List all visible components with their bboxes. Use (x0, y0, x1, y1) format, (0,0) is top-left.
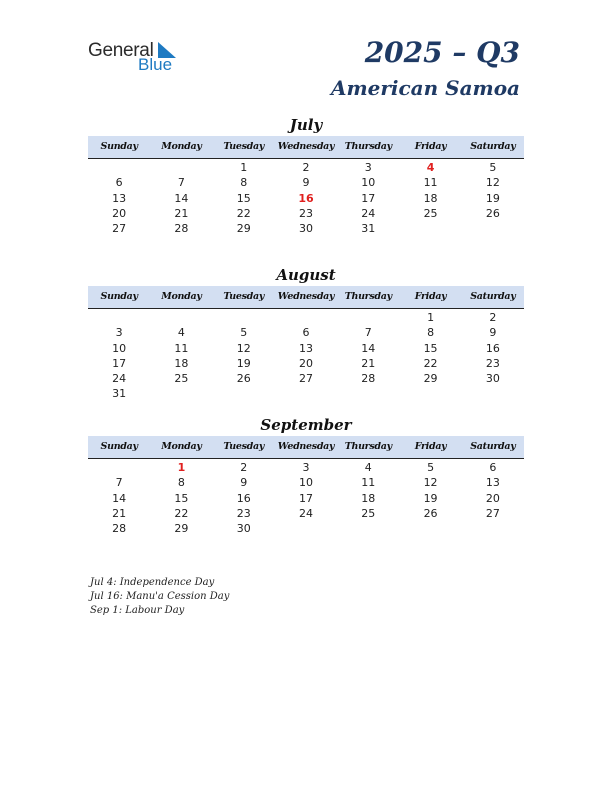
day-cell: 3 (115, 326, 123, 340)
day-cell: 12 (423, 476, 438, 490)
weekday-label: Friday (414, 441, 447, 452)
day-cell: 18 (423, 191, 438, 205)
day-cell: 12 (236, 341, 251, 355)
day-cell: 17 (112, 356, 127, 370)
day-cell: 6 (302, 326, 310, 340)
day-cell: 9 (302, 176, 310, 190)
weekday-label: Friday (414, 291, 447, 302)
day-cell: 7 (115, 476, 123, 490)
day-cell: 25 (174, 372, 189, 386)
day-cell: 14 (112, 491, 127, 505)
empty-cell (275, 310, 337, 325)
day-cell: 1 (177, 461, 186, 474)
day-cell: 1 (427, 311, 435, 324)
day-cell: 30 (485, 372, 500, 386)
day-cell: 3 (302, 461, 310, 474)
day-cell: 5 (489, 161, 497, 174)
day-cell: 1 (240, 161, 248, 174)
day-cell: 4 (364, 461, 372, 474)
holiday-note: Sep 1: Labour Day (90, 605, 185, 616)
weekday-label: Thursday (344, 291, 392, 302)
weekday-label: Saturday (470, 141, 516, 152)
holiday-note: Jul 4: Independence Day (90, 577, 215, 588)
day-cell: 23 (485, 356, 500, 370)
weekday-label: Sunday (100, 441, 138, 452)
day-grid (88, 160, 524, 236)
weekday-label: Friday (414, 141, 447, 152)
empty-cell (88, 160, 150, 175)
day-cell: 14 (361, 341, 376, 355)
day-cell: 16 (236, 491, 251, 505)
month-name: July (289, 116, 323, 134)
day-cell: 17 (361, 191, 376, 205)
day-cell: 10 (112, 341, 127, 355)
day-cell: 22 (236, 206, 251, 220)
weekday-label: Monday (161, 441, 202, 452)
weekday-label: Monday (161, 291, 202, 302)
weekday-label: Tuesday (223, 291, 265, 302)
day-cell: 13 (485, 476, 500, 490)
day-cell: 11 (174, 341, 189, 355)
weekday-header (88, 136, 524, 159)
day-cell: 21 (361, 356, 376, 370)
day-cell: 28 (174, 222, 189, 236)
day-cell: 29 (174, 522, 189, 536)
weekday-label: Thursday (344, 141, 392, 152)
day-cell: 27 (112, 222, 127, 236)
day-cell: 26 (236, 372, 251, 386)
day-cell: 27 (485, 506, 500, 520)
day-cell: 21 (174, 206, 189, 220)
weekday-label: Sunday (100, 141, 138, 152)
day-cell: 4 (177, 326, 185, 340)
day-cell: 26 (423, 506, 438, 520)
weekday-header (88, 436, 524, 459)
empty-cell (337, 310, 399, 325)
day-cell: 26 (485, 206, 500, 220)
day-cell: 23 (236, 506, 251, 520)
day-cell: 15 (174, 491, 189, 505)
day-cell: 9 (489, 326, 497, 340)
day-cell: 2 (489, 311, 497, 324)
day-cell: 4 (426, 161, 435, 174)
day-cell: 16 (298, 191, 314, 205)
page-subtitle: American Samoa (330, 76, 520, 100)
day-cell: 17 (298, 491, 313, 505)
day-cell: 5 (427, 461, 435, 474)
holiday-note: Jul 16: Manu'a Cession Day (90, 591, 230, 602)
weekday-label: Sunday (100, 291, 138, 302)
day-cell: 19 (485, 191, 500, 205)
day-cell: 15 (423, 341, 438, 355)
day-cell: 7 (364, 326, 372, 340)
day-cell: 8 (240, 176, 248, 190)
weekday-label: Saturday (470, 441, 516, 452)
day-cell: 12 (485, 176, 500, 190)
day-cell: 18 (361, 491, 376, 505)
day-cell: 22 (423, 356, 438, 370)
day-cell: 10 (361, 176, 376, 190)
day-cell: 3 (364, 161, 372, 174)
empty-cell (88, 310, 150, 325)
empty-cell (213, 310, 275, 325)
day-grid (88, 460, 524, 536)
day-cell: 29 (236, 222, 251, 236)
holiday-notes (90, 576, 229, 618)
logo-word-general: General (88, 40, 154, 61)
day-cell: 11 (423, 176, 438, 190)
weekday-label: Tuesday (223, 441, 265, 452)
day-cell: 24 (298, 506, 313, 520)
day-cell: 19 (236, 356, 251, 370)
day-cell: 18 (174, 356, 189, 370)
day-cell: 23 (298, 206, 313, 220)
day-cell: 24 (112, 372, 127, 386)
day-cell: 20 (298, 356, 313, 370)
day-cell: 30 (236, 522, 251, 536)
month-name: September (260, 416, 352, 434)
day-cell: 27 (298, 372, 313, 386)
day-cell: 31 (112, 387, 127, 401)
month-name: August (276, 266, 336, 284)
page-title: 2025 – Q3 (364, 36, 520, 69)
day-cell: 24 (361, 206, 376, 220)
empty-cell (150, 160, 212, 175)
month-july (88, 116, 524, 236)
day-cell: 28 (112, 522, 127, 536)
month-august (88, 266, 524, 402)
day-cell: 30 (298, 222, 313, 236)
day-cell: 8 (427, 326, 435, 340)
day-cell: 7 (177, 176, 185, 190)
day-cell: 20 (112, 206, 127, 220)
day-cell: 15 (236, 191, 251, 205)
day-cell: 16 (485, 341, 500, 355)
weekday-label: Monday (161, 141, 202, 152)
empty-cell (150, 310, 212, 325)
logo-word-blue: Blue (138, 55, 173, 74)
day-cell: 19 (423, 491, 438, 505)
weekday-label: Saturday (470, 291, 516, 302)
day-cell: 2 (240, 461, 248, 474)
day-cell: 6 (489, 461, 497, 474)
generalblue-logo (88, 40, 188, 76)
month-september (88, 416, 524, 536)
day-cell: 8 (177, 476, 185, 490)
empty-cell (88, 460, 150, 475)
day-cell: 25 (423, 206, 438, 220)
day-cell: 25 (361, 506, 376, 520)
day-cell: 28 (361, 372, 376, 386)
weekday-header (88, 286, 524, 309)
day-cell: 22 (174, 506, 189, 520)
weekday-label: Tuesday (223, 141, 265, 152)
weekday-label: Thursday (344, 441, 392, 452)
day-grid (88, 310, 524, 402)
weekday-label: Wednesday (277, 291, 335, 302)
weekday-label: Wednesday (277, 141, 335, 152)
day-cell: 21 (112, 506, 127, 520)
day-cell: 6 (115, 176, 123, 190)
day-cell: 2 (302, 161, 310, 174)
day-cell: 13 (298, 341, 313, 355)
day-cell: 31 (361, 222, 376, 236)
weekday-label: Wednesday (277, 441, 335, 452)
day-cell: 5 (240, 326, 248, 340)
day-cell: 11 (361, 476, 376, 490)
day-cell: 14 (174, 191, 189, 205)
day-cell: 10 (298, 476, 313, 490)
day-cell: 13 (112, 191, 127, 205)
day-cell: 9 (240, 476, 248, 490)
day-cell: 20 (485, 491, 500, 505)
day-cell: 29 (423, 372, 438, 386)
